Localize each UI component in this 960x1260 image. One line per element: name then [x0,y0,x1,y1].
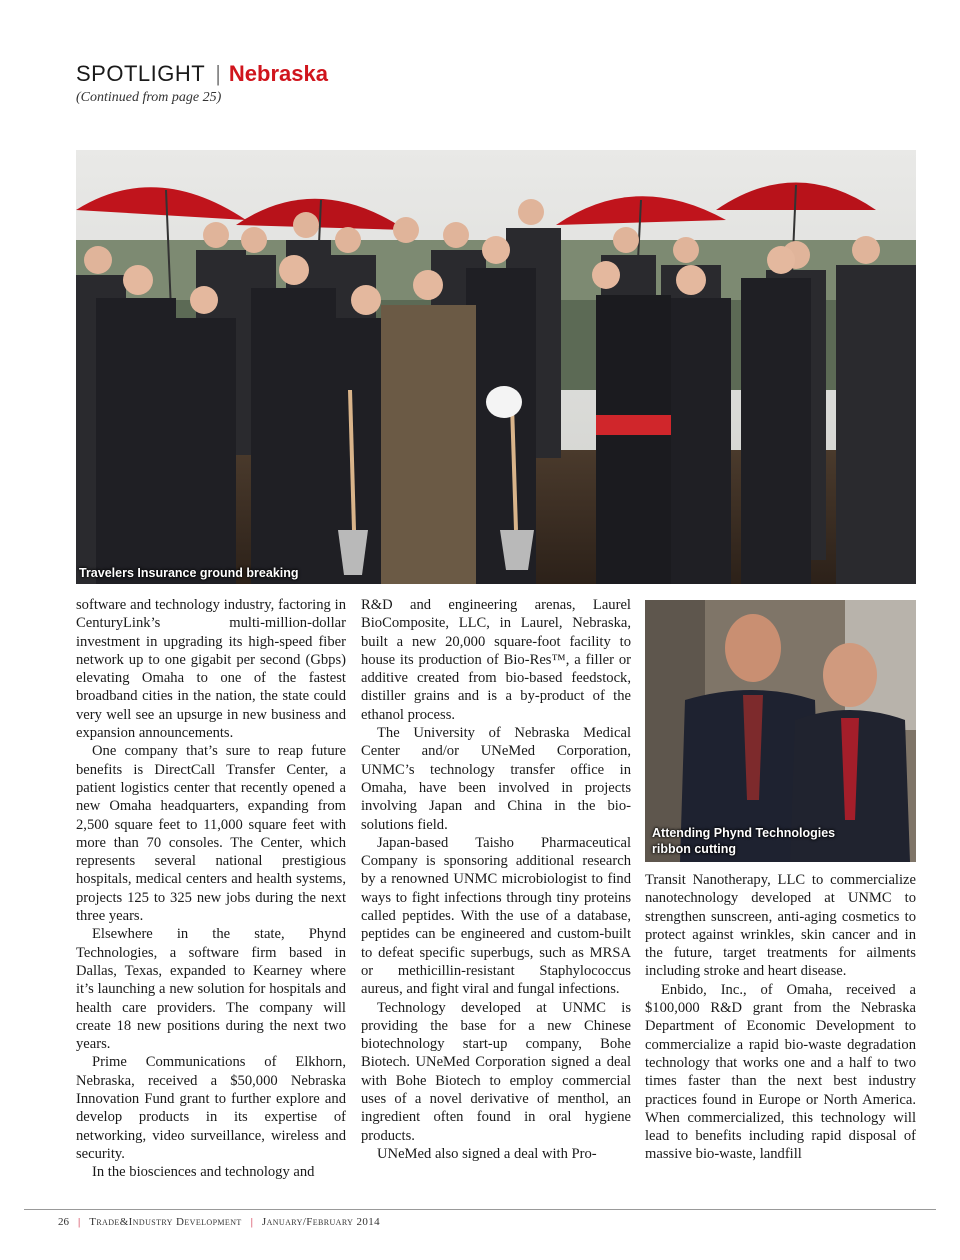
footer-separator-2: | [250,1216,253,1228]
article-column-2 [361,596,631,1163]
main-photo-caption: Travelers Insurance ground breaking [79,566,299,580]
side-caption-line-2: ribbon cutting [652,842,737,856]
col2-paragraph-2: The University of Nebraska Medical Center and/or UNeMed Corporation, UNMC’s technology transfer office in Omaha, have been involved in projects involving Japan and China in the bio-solutions field. [361,725,631,833]
side-caption-line-1: Attending Phynd Technologies [652,826,836,840]
col2-paragraph-3: Japan-based Taisho Pharmaceutical Company is sponsoring additional research by a renowned UNMC microbiologist to find ways to fight infections through tiny proteins called peptides. With the use of a database, peptides can be engineered and custom-built to defeat specific superbugs, such as MRSA or methicillin-resistant Staphylococcus aureus, and fight viral and fungal infections. [361,834,631,998]
footer-rule [24,1209,936,1210]
section-place: Nebraska [228,61,328,86]
page-footer [58,1216,380,1228]
col1-paragraph-1: software and technology industry, factoring in CenturyLink’s multi-million-dollar investment in upgrading its high-speed fiber network up to one gigabit per second (Gbps) elevating Omaha to one of the fastest broadband cities in the nation, the state could very well see an upsurge in new business and expansion announcements. [76,597,346,742]
page-number: 26 [58,1216,69,1228]
article-column-1 [76,596,346,1182]
group-photo-image [76,150,916,584]
ribbon-cutting-image [645,600,916,862]
col1-paragraph-3: Elsewhere in the state, Phynd Technologies, a software firm based in Dallas, Texas, expanded to Kearney where it’s launching a new solution for hospitals and health care providers. The company will create 18 new positions during the next two years. [76,926,346,1053]
article-column-3 [645,871,916,1164]
col2-paragraph-5: UNeMed also signed a deal with Pro- [377,1145,597,1162]
continued-note: (Continued from page 25) [76,90,222,105]
section-heading [76,60,676,88]
col2-paragraph-1: R&D and engineering arenas, Laurel BioComposite, LLC, in Laurel, Nebraska, built a new 20,000 square-foot facility to house its production of Bio-Res™, a filler or additive created from bio-based feedstock, distiller grains and is a by-product of the ethanol process. [361,597,631,723]
side-photo [645,600,916,862]
col2-paragraph-4: Technology developed at UNMC is providing the base for a new Chinese biotechnology start-up company, Bohe Biotech. UNeMed Corporation signed a deal with Bohe Biotech to employ commercial uses of a novel derivative of menthol, an ingredient often found in oral hygiene products. [361,999,631,1144]
side-photo-caption [652,825,835,857]
col1-paragraph-2: One company that’s sure to reap future benefits is DirectCall Transfer Center, a patient logistics center that recently opened a new Omaha headquarters, expanding from 2,500 square feet to 11,000 square feet with more than 70 consoles. The Center, which represents several national prestigious hospitals, medical centers and health systems, projects 125 to 325 new jobs during the next three years. [76,743,346,925]
section-separator: | [215,61,221,86]
col1-paragraph-4: Prime Communications of Elkhorn, Nebraska, received a $50,000 Nebraska Innovation Fund grant to further explore and develop products in its expertise of networking, video surveillance, wireless and security. [76,1054,346,1162]
page-header [76,60,676,106]
col3-paragraph-1: Transit Nanotherapy, LLC to commercialize nanotechnology developed at UNMC to strengthen sunscreen, anti-aging cosmetics to protect against wrinkles, skin cancer and in the future, target treatments for ailments including stroke and heart disease. [645,872,916,980]
col3-paragraph-2: Enbido, Inc., of Omaha, received a $100,000 R&D grant from the Nebraska Department of Economic Development to commercialize a rapid bio-waste degradation technology that works one and a half to two times faster than the next best industry practices found in Europe or North America. When commercialized, this technology will lead to benefits including rapid disposal of massive bio-waste, landfill [645,981,916,1163]
main-photo [76,150,916,584]
section-label: SPOTLIGHT [76,61,206,86]
footer-separator-1: | [78,1216,81,1228]
issue-date: January/February 2014 [261,1216,381,1228]
publication-name: Trade&Industry Development [89,1216,242,1228]
col1-paragraph-5: In the biosciences and technology and [92,1164,315,1181]
